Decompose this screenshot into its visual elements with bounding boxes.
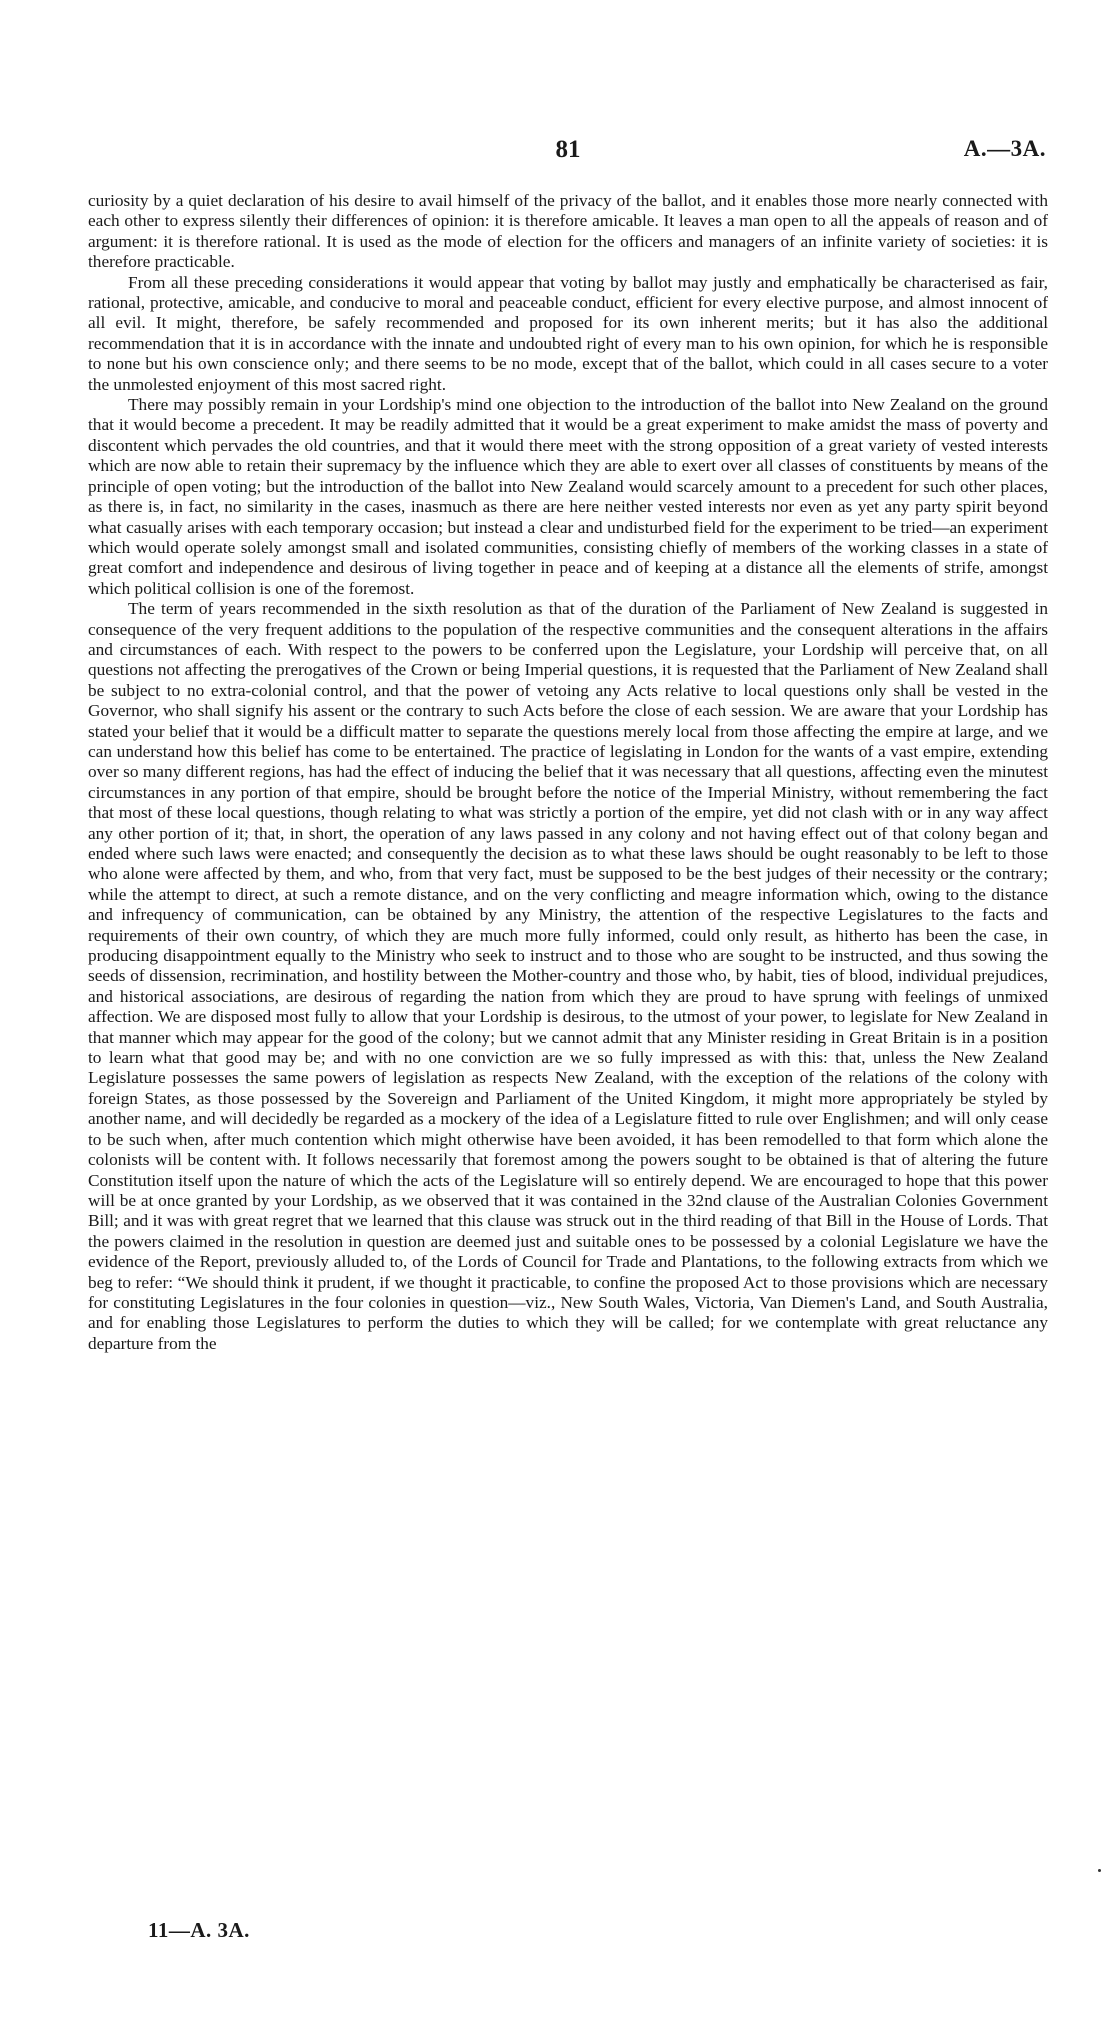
paragraph: curiosity by a quiet declaration of his desire to avail himself of the privacy of the ballot, and it enables those more nearly connected with each other to express silently their differences of opinion: it is therefore amicable. It leaves a man open to all the appeals of reason and of argument: it is therefore rational. It is used as the mode of election for the officers and managers of an infinite variety of societies: it is therefore practicable.: [88, 191, 1048, 272]
document-reference: A.—3A.: [963, 136, 1046, 161]
paragraph: The term of years recommended in the sixth resolution as that of the duration of the Parliament of New Zealand is suggested in consequence of the very frequent additions to the population of the respective communities and the consequent alterations in the affairs and circumstances of each. With respect to the powers to be conferred upon the Legislature, your Lordship will perceive that, on all questions not affecting the prerogatives of the Crown or being Imperial questions, it is requested that the Parliament of New Zealand shall be subject to no extra-colonial control, and that the power of vetoing any Acts relative to local questions only shall be vested in the Governor, who shall signify his assent or the contrary to such Acts before the close of each session. We are aware that your Lordship has stated your belief that it would be a difficult matter to separate the questions merely local from those affecting the empire at large, and we can understand how this belief has come to be entertained. The practice of legislating in London for the wants of a vast empire, extending over so many different regions, has had the effect of inducing the belief that it was necessary that all questions, affecting even the minutest circumstances in any portion of that empire, should be brought before the notice of the Imperial Ministry, without remembering the fact that most of these local questions, though relating to what was strictly a portion of the empire, yet did not clash with or in any way affect any other portion of it; that, in short, the operation of any laws passed in any colony and not having effect out of that colony began and ended where such laws were enacted; and consequently the decision as to what these laws should be ought reasonably to be left to those who alone were affected by them, and who, from that very fact, must be supposed to be the best judges of their necessity or the contrary; while the attempt to direct, at such a remote distance, and on the very conflicting and meagre information which, owing to the distance and infrequency of communication, can be obtained by any Ministry, the attention of the respective Legislatures to the facts and requirements of their own country, of which they are much more fully informed, could only result, as hitherto has been the case, in producing disappointment equally to the Ministry who seek to instruct and to those who are sought to be instructed, and thus sowing the seeds of dissension, recrimination, and hostility between the Mother-country and those who, by habit, ties of blood, individual prejudices, and historical associations, are desirous of regarding the nation from which they are proud to have sprung with feelings of unmixed affection. We are disposed most fully to allow that your Lordship is desirous, to the utmost of your power, to legislate for New Zealand in that manner which may appear for the good of the colony; but we cannot admit that any Minister residing in Great Britain is in a position to learn what that good may be; and with no one conviction are we so fully impressed as with this: that, unless the New Zealand Legislature possesses the same powers of legislation as respects New Zealand, with the exception of the relations of the colony with foreign States, as those possessed by the Sovereign and Parliament of the United Kingdom, it might more appropriately be styled by another name, and will decidedly be regarded as a mockery of the idea of a Legislature fitted to rule over Englishmen; and will only cease to be such when, after much contention which might otherwise have been avoided, it has been remodelled to that form which alone the colonists will be content with. It follows necessarily that foremost among the powers sought to be obtained is that of altering the future Constitution itself upon the nature of which the acts of the Legislature will so entirely depend. We are encouraged to hope that this power will be at once granted by your Lordship, as we observed that it was contained in the 32nd clause of the Australian Colonies Government Bill; and it was with great regret that we learned that this clause was struck out in the third reading of that Bill in the House of Lords. That the powers claimed in the resolution in question are deemed just and suitable ones to be possessed by a colonial Legislature we have the evidence of the Report, previously alluded to, of the Lords of Council for Trade and Plantations, to the following extracts from which we beg to refer: “We should think it prudent, if we thought it practicable, to confine the proposed Act to those provisions which are necessary for constituting Legislatures in the four colonies in question—viz., New South Wales, Victoria, Van Diemen's Land, and South Australia, and for enabling those Legislatures to perform the duties to which they will be called; for we contemplate with great reluctance any departure from the: [88, 599, 1048, 1353]
margin-dot: [1098, 1869, 1101, 1872]
paragraph: There may possibly remain in your Lordship's mind one objection to the introduction of the ballot into New Zealand on the ground that it would become a precedent. It may be readily admitted that it would be a great experiment to make amidst the mass of poverty and discontent which pervades the old countries, and that it would there meet with the strong opposition of a great variety of vested interests which are now able to retain their supremacy by the influence which they are able to exert over all classes of constituents by means of the principle of open voting; but the introduction of the ballot into New Zealand would scarcely amount to a precedent for such other places, as there is, in fact, no similarity in the cases, inasmuch as there are here neither vested interests nor even as yet any party spirit beyond what casually arises with each temporary occasion; but instead a clear and undisturbed field for the experiment to be tried—an experiment which would operate solely amongst small and isolated communities, consisting chiefly of members of the working classes in a state of great comfort and independence and desirous of living together in peace and of keeping at a distance all the elements of strife, amongst which political collision is one of the foremost.: [88, 395, 1048, 598]
page-header: [88, 136, 1048, 172]
paragraph: From all these preceding considerations it would appear that voting by ballot may justly and emphatically be characterised as fair, rational, protective, amicable, and conducive to moral and peaceable conduct, efficient for every elective purpose, and almost innocent of all evil. It might, therefore, be safely recommended and proposed for its own inherent merits; but it has also the additional recommendation that it is in accordance with the innate and undoubted right of every man to his own opinion, for which he is responsible to none but his own conscience only; and there seems to be no mode, except that of the ballot, which could in all cases secure to a voter the unmolested enjoyment of this most sacred right.: [88, 272, 1048, 394]
signature-mark: 11—A. 3A.: [148, 1918, 250, 1942]
body-text: [88, 191, 1048, 1354]
page-number: 81: [555, 136, 581, 163]
